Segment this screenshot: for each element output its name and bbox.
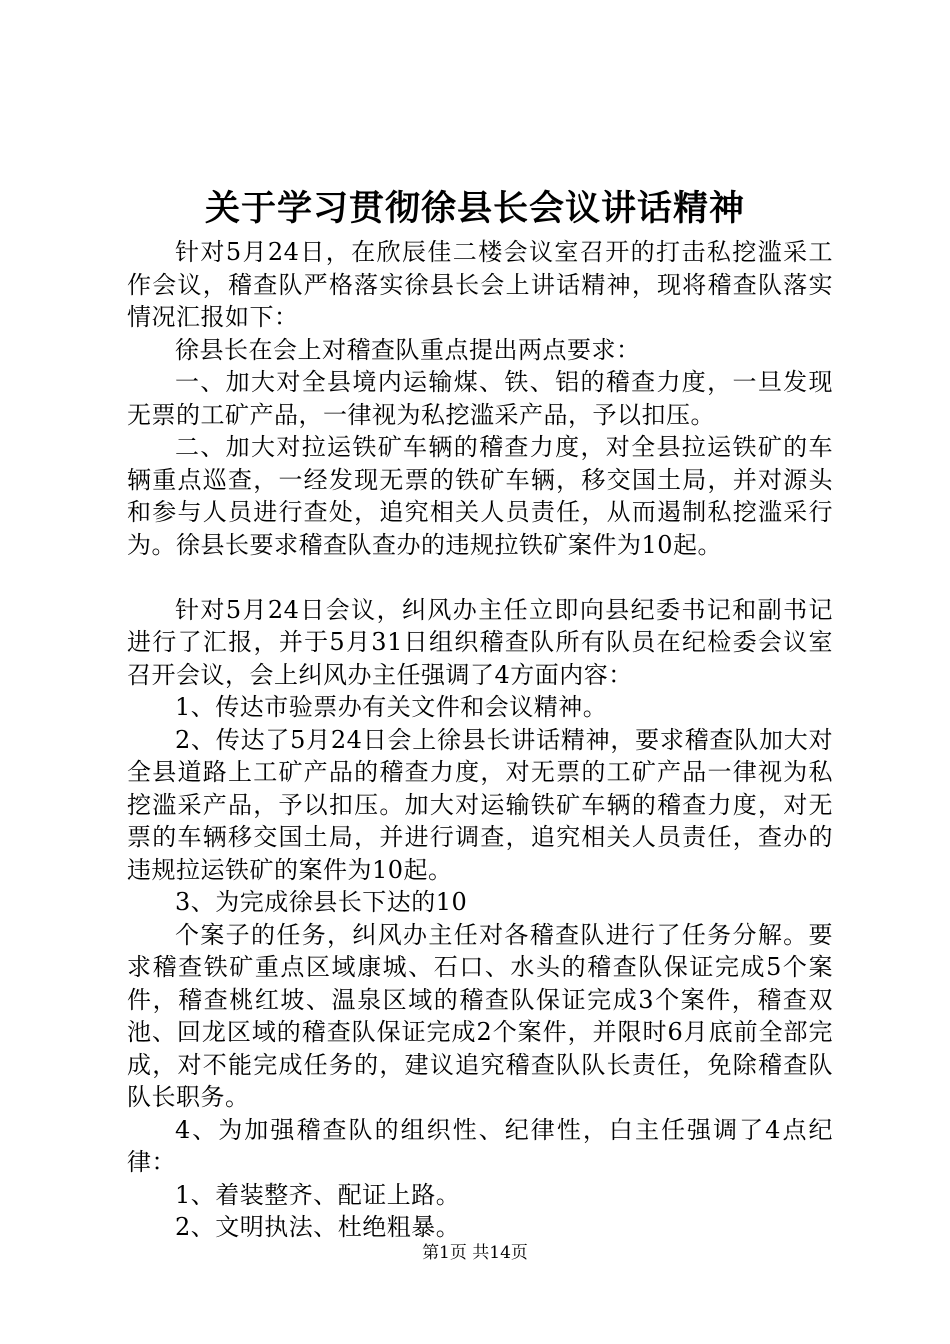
page-footer	[0, 1241, 950, 1265]
document-body	[127, 236, 833, 1244]
paragraph-requirement-2: 二、加大对拉运铁矿车辆的稽查力度，对全县拉运铁矿的车辆重点巡查，一经发现无票的铁矿车辆，移交国土局，并对源头和参与人员进行查处，追究相关人员责任，从而遏制私挖滥采行为。徐县长要求稽查队查办的违规拉铁矿案件为10起。	[127, 433, 833, 559]
blank-line	[127, 561, 833, 594]
page-number: 第1页	[422, 1243, 467, 1263]
paragraph-point-4: 4、为加强稽查队的组织性、纪律性，白主任强调了4点纪律：	[127, 1115, 833, 1176]
paragraph-point-3: 3、为完成徐县长下达的10	[175, 888, 468, 916]
paragraph-discipline-1: 1、着装整齐、配证上路。	[175, 1180, 461, 1209]
paragraph-intro: 针对5月24日，在欣辰佳二楼会议室召开的打击私挖滥采工作会议，稽查队严格落实徐县长会上讲话精神，现将稽查队落实情况汇报如下：	[127, 238, 833, 331]
paragraph-requirements-heading: 徐县长在会上对稽查队重点提出两点要求：	[175, 335, 641, 364]
paragraph-discipline-2: 2、文明执法、杜绝粗暴。	[175, 1213, 461, 1241]
paragraph-requirement-1: 一、加大对全县境内运输煤、铁、铝的稽查力度，一旦发现无票的工矿产品，一律视为私挖滥采产品，予以扣压。	[127, 368, 833, 429]
paragraph-point-3-continued: 个案子的任务，纠风办主任对各稽查队进行了任务分解。要求稽查铁矿重点区域康城、石口、水头的稽查队保证完成5个案件，稽查桃红坡、温泉区域的稽查队保证完成3个案件，稽查双池、回龙区域的稽查队保证完成2个案件，并限时6月底前全部完成，对不能完成任务的，建议追究稽查队队长责任，免除稽查队队长职务。	[127, 920, 833, 1111]
paragraph-point-2: 2、传达了5月24日会上徐县长讲话精神，要求稽查队加大对全县道路上工矿产品的稽查力度，对无票的工矿产品一律视为私挖滥采产品，予以扣压。加大对运输铁矿车辆的稽查力度，对无票的车辆移交国土局，并进行调查，追究相关人员责任，查办的违规拉运铁矿的案件为10起。	[127, 725, 833, 884]
page-total: 共14页	[472, 1243, 528, 1263]
document-title: 关于学习贯彻徐县长会议讲话精神	[204, 188, 745, 229]
paragraph-meeting-report: 针对5月24日会议，纠风办主任立即向县纪委书记和副书记进行了汇报，并于5月31日组织稽查队所有队员在纪检委会议室召开会议，会上纠风办主任强调了4方面内容：	[127, 595, 833, 689]
paragraph-point-1: 1、传达市验票办有关文件和会议精神。	[175, 693, 608, 721]
